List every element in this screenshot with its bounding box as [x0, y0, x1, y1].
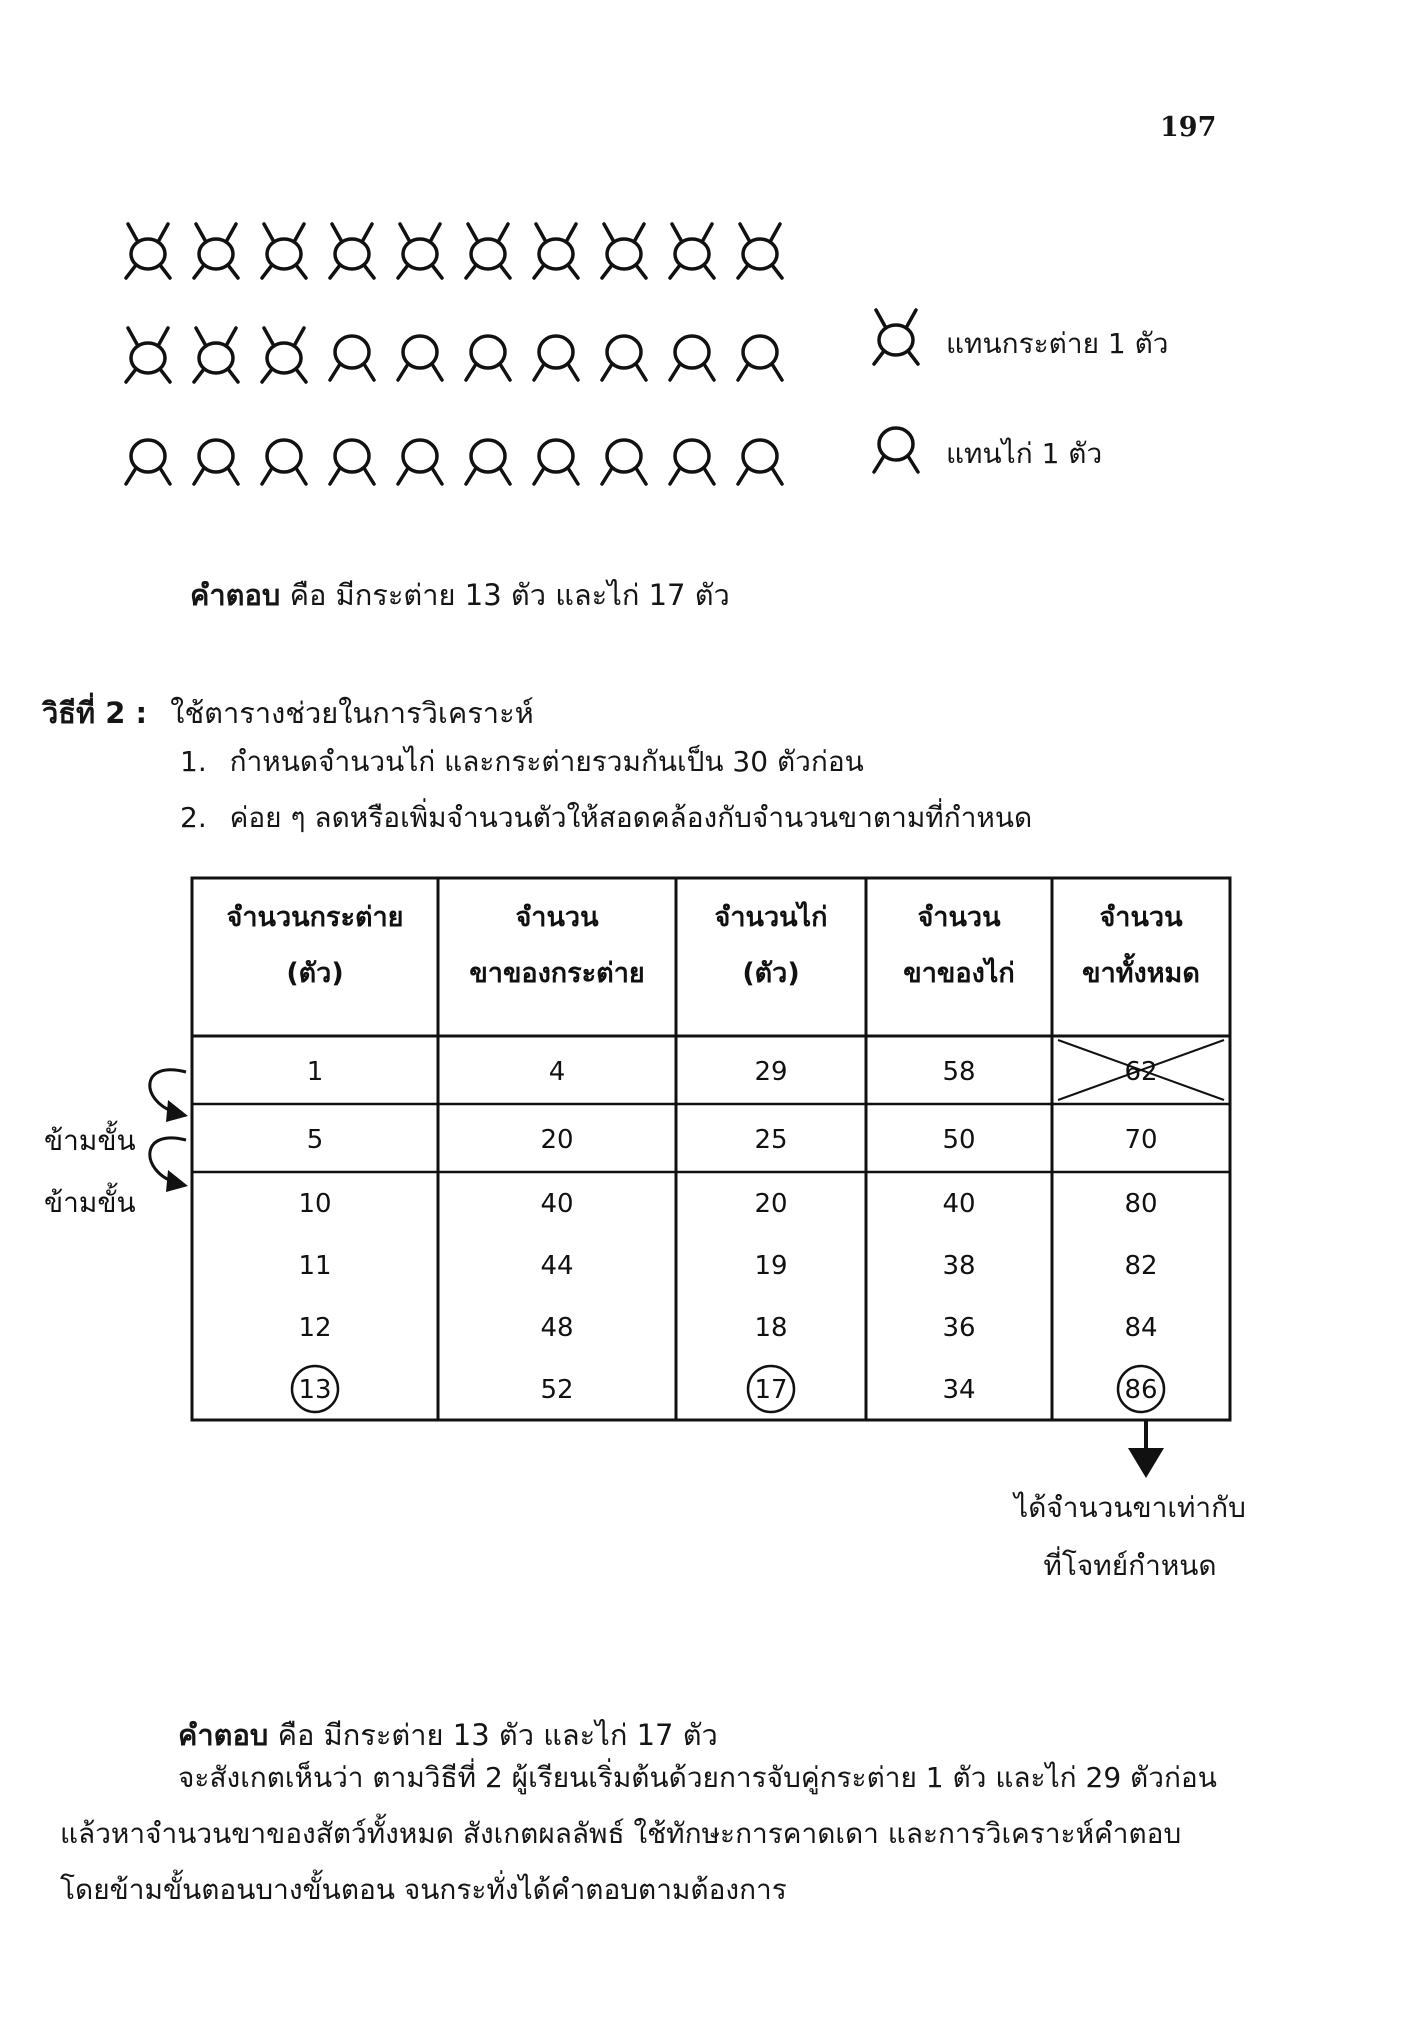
- table-header-0-line-1: (ตัว): [286, 958, 344, 989]
- paragraph-line-1: จะสังเกตเห็นว่า ตามวิธีที่ 2 ผู้เรียนเริ่มต้นด้วยการจับคู่กระต่าย 1 ตัว และไก่ 29 ตัวก่อน: [178, 1761, 1217, 1794]
- result-note-line-1: ได้จำนวนขาเท่ากับ: [1014, 1491, 1246, 1524]
- method-2-label: วิธีที่ 2 :: [42, 696, 148, 730]
- result-note: [980, 1486, 1280, 1588]
- table-header-2-line-0: จำนวนไก่: [714, 902, 828, 933]
- table-header-2-line-1: (ตัว): [742, 958, 800, 989]
- table-cell: 58: [942, 1057, 976, 1087]
- answer-1-text: คือ มีกระต่าย 13 ตัว และไก่ 17 ตัว: [289, 578, 730, 612]
- table-cell: 11: [298, 1251, 332, 1281]
- table-cell: 38: [942, 1251, 976, 1281]
- method-2-text: ใช้ตารางช่วยในการวิเคราะห์: [170, 696, 534, 730]
- table-cell: 10: [298, 1189, 332, 1219]
- legend-chicken-text: แทนไก่ 1 ตัว: [946, 437, 1103, 470]
- table-cell: 40: [540, 1189, 574, 1219]
- result-down-arrow: [1128, 1420, 1164, 1478]
- table-cell: 29: [754, 1057, 788, 1087]
- skip-label-1: ข้ามขั้น: [44, 1124, 136, 1157]
- table-cell: 82: [1124, 1251, 1158, 1281]
- table-cell: 25: [754, 1125, 788, 1155]
- table-header-3-line-1: ขาของไก่: [903, 958, 1015, 989]
- answer-2-text: คือ มีกระต่าย 13 ตัว และไก่ 17 ตัว: [277, 1718, 718, 1752]
- step-1-number: 1.: [180, 745, 207, 778]
- step-2-text: ค่อย ๆ ลดหรือเพิ่มจำนวนตัวให้สอดคล้องกับจำนวนขาตามที่กำหนด: [229, 801, 1033, 834]
- table-header-3-line-0: จำนวน: [917, 902, 1001, 933]
- table-cell: 70: [1124, 1125, 1158, 1155]
- page-number: 197: [1160, 112, 1217, 143]
- table-cell: 20: [540, 1125, 574, 1155]
- table-cell: 80: [1124, 1189, 1158, 1219]
- table-cell: 50: [942, 1125, 976, 1155]
- table-header-4-line-1: ขาทั้งหมด: [1082, 958, 1200, 989]
- summary-paragraph: [60, 1750, 1260, 1918]
- table-header-0-line-0: จำนวนกระต่าย: [226, 902, 404, 933]
- skip-arrow-1-head: [166, 1100, 188, 1122]
- table-cell: 40: [942, 1189, 976, 1219]
- step-2-number: 2.: [180, 801, 207, 834]
- table-cell: 52: [540, 1375, 574, 1405]
- table-header-1-line-1: ขาของกระต่าย: [469, 958, 645, 989]
- table-header-4-line-0: จำนวน: [1099, 902, 1183, 933]
- skip-label-2: ข้ามขั้น: [44, 1186, 136, 1219]
- table-cell: 20: [754, 1189, 788, 1219]
- table-cell: 62: [1124, 1057, 1158, 1087]
- table-cell: 84: [1124, 1313, 1158, 1343]
- table-cell: 34: [942, 1375, 976, 1405]
- answer-1-label: คำตอบ: [190, 578, 281, 612]
- answer-2-label: คำตอบ: [178, 1718, 269, 1752]
- paragraph-line-2: แล้วหาจำนวนขาของสัตว์ทั้งหมด สังเกตผลลัพธ์ ใช้ทักษะการคาดเดา และการวิเคราะห์คำตอบ: [60, 1817, 1182, 1850]
- table-cell: 48: [540, 1313, 574, 1343]
- table-cell: 13: [298, 1375, 332, 1405]
- table-cell: 86: [1124, 1375, 1158, 1405]
- table-cell: 17: [754, 1375, 788, 1405]
- table-cell: 12: [298, 1313, 332, 1343]
- skip-arrow-2-head: [166, 1170, 188, 1192]
- table-cell: 1: [306, 1057, 324, 1087]
- step-1-text: กำหนดจำนวนไก่ และกระต่ายรวมกันเป็น 30 ตัวก่อน: [229, 745, 864, 778]
- table-cell: 18: [754, 1313, 788, 1343]
- legend-rabbit-text: แทนกระต่าย 1 ตัว: [946, 327, 1169, 360]
- table-cell: 36: [942, 1313, 976, 1343]
- paragraph-line-3: โดยข้ามขั้นตอนบางขั้นตอน จนกระทั่งได้คำตอบตามต้องการ: [60, 1873, 787, 1906]
- table-cell: 5: [306, 1125, 324, 1155]
- table-cell: 19: [754, 1251, 788, 1281]
- table-header-1-line-0: จำนวน: [515, 902, 599, 933]
- table-cell: 44: [540, 1251, 574, 1281]
- result-note-line-2: ที่โจทย์กำหนด: [1043, 1549, 1217, 1582]
- table-cell: 4: [548, 1057, 566, 1087]
